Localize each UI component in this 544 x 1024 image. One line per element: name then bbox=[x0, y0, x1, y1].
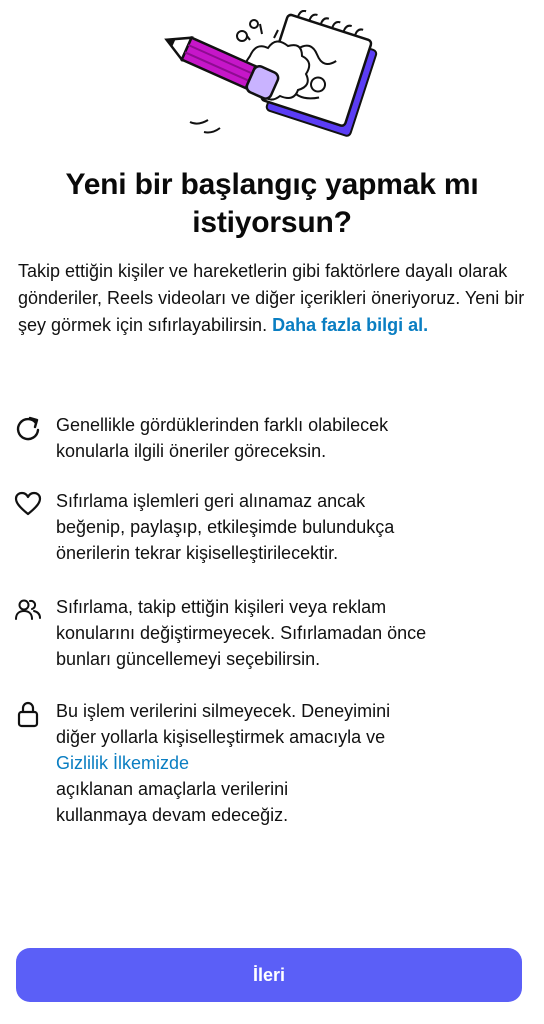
people-icon bbox=[14, 596, 42, 624]
info-line: önerilerin tekrar kişiselleştirilecektir. bbox=[56, 543, 339, 563]
info-line: beğenip, paylaşıp, etkileşimde bulundukça bbox=[56, 517, 395, 537]
info-item-heart bbox=[14, 488, 534, 574]
heart-icon bbox=[14, 490, 42, 518]
next-button[interactable]: İleri bbox=[16, 948, 522, 1002]
info-line: konularla ilgili öneriler göreceksin. bbox=[56, 441, 327, 461]
info-line: konularını değiştirmeyecek. Sıfırlamadan önce bbox=[56, 623, 427, 643]
info-line-tail: açıklanan amaçlarla verilerini bbox=[56, 779, 289, 799]
page-title-line2: istiyorsun? bbox=[192, 206, 352, 239]
info-line: Genellikle gördüklerinden farklı olabilecek bbox=[56, 415, 389, 435]
info-item-text bbox=[56, 698, 534, 828]
page-title bbox=[0, 166, 544, 242]
info-item-text bbox=[56, 488, 534, 566]
learn-more-link[interactable]: Daha fazla bilgi al. bbox=[272, 315, 429, 335]
intro-text: Takip ettiğin kişiler ve hareketlerin gibi faktörlere dayalı olarak gönderiler, Reels videoları ve diğer içerikleri öneriyoruz. Yeni bir şey görmek için sıfırlayabilirsin. bbox=[18, 261, 525, 335]
info-line: diğer yollarla kişiselleştirmek amacıyla ve bbox=[56, 727, 386, 747]
info-line: Bu işlem verilerini silmeyecek. Deneyimini bbox=[56, 701, 391, 721]
lock-icon bbox=[14, 700, 42, 728]
refresh-icon bbox=[14, 414, 42, 442]
privacy-policy-link[interactable]: Gizlilik İlkemizde bbox=[56, 753, 190, 773]
intro-paragraph bbox=[18, 258, 530, 339]
info-line: Sıfırlama, takip ettiğin kişileri veya reklam bbox=[56, 597, 387, 617]
info-line: kullanmaya devam edeceğiz. bbox=[56, 805, 289, 825]
info-item-text bbox=[56, 594, 534, 672]
info-line: bunları güncellemeyi seçebilirsin. bbox=[56, 649, 321, 669]
info-line: Sıfırlama işlemleri geri alınamaz ancak bbox=[56, 491, 366, 511]
info-item-refresh bbox=[14, 412, 534, 472]
pencil-eraser-notepad-illustration bbox=[150, 10, 390, 140]
info-item-people bbox=[14, 594, 534, 680]
info-item-text bbox=[56, 412, 534, 464]
info-line bbox=[56, 750, 534, 802]
page-title-line1: Yeni bir başlangıç yapmak mı bbox=[65, 168, 479, 201]
info-item-lock bbox=[14, 698, 534, 825]
